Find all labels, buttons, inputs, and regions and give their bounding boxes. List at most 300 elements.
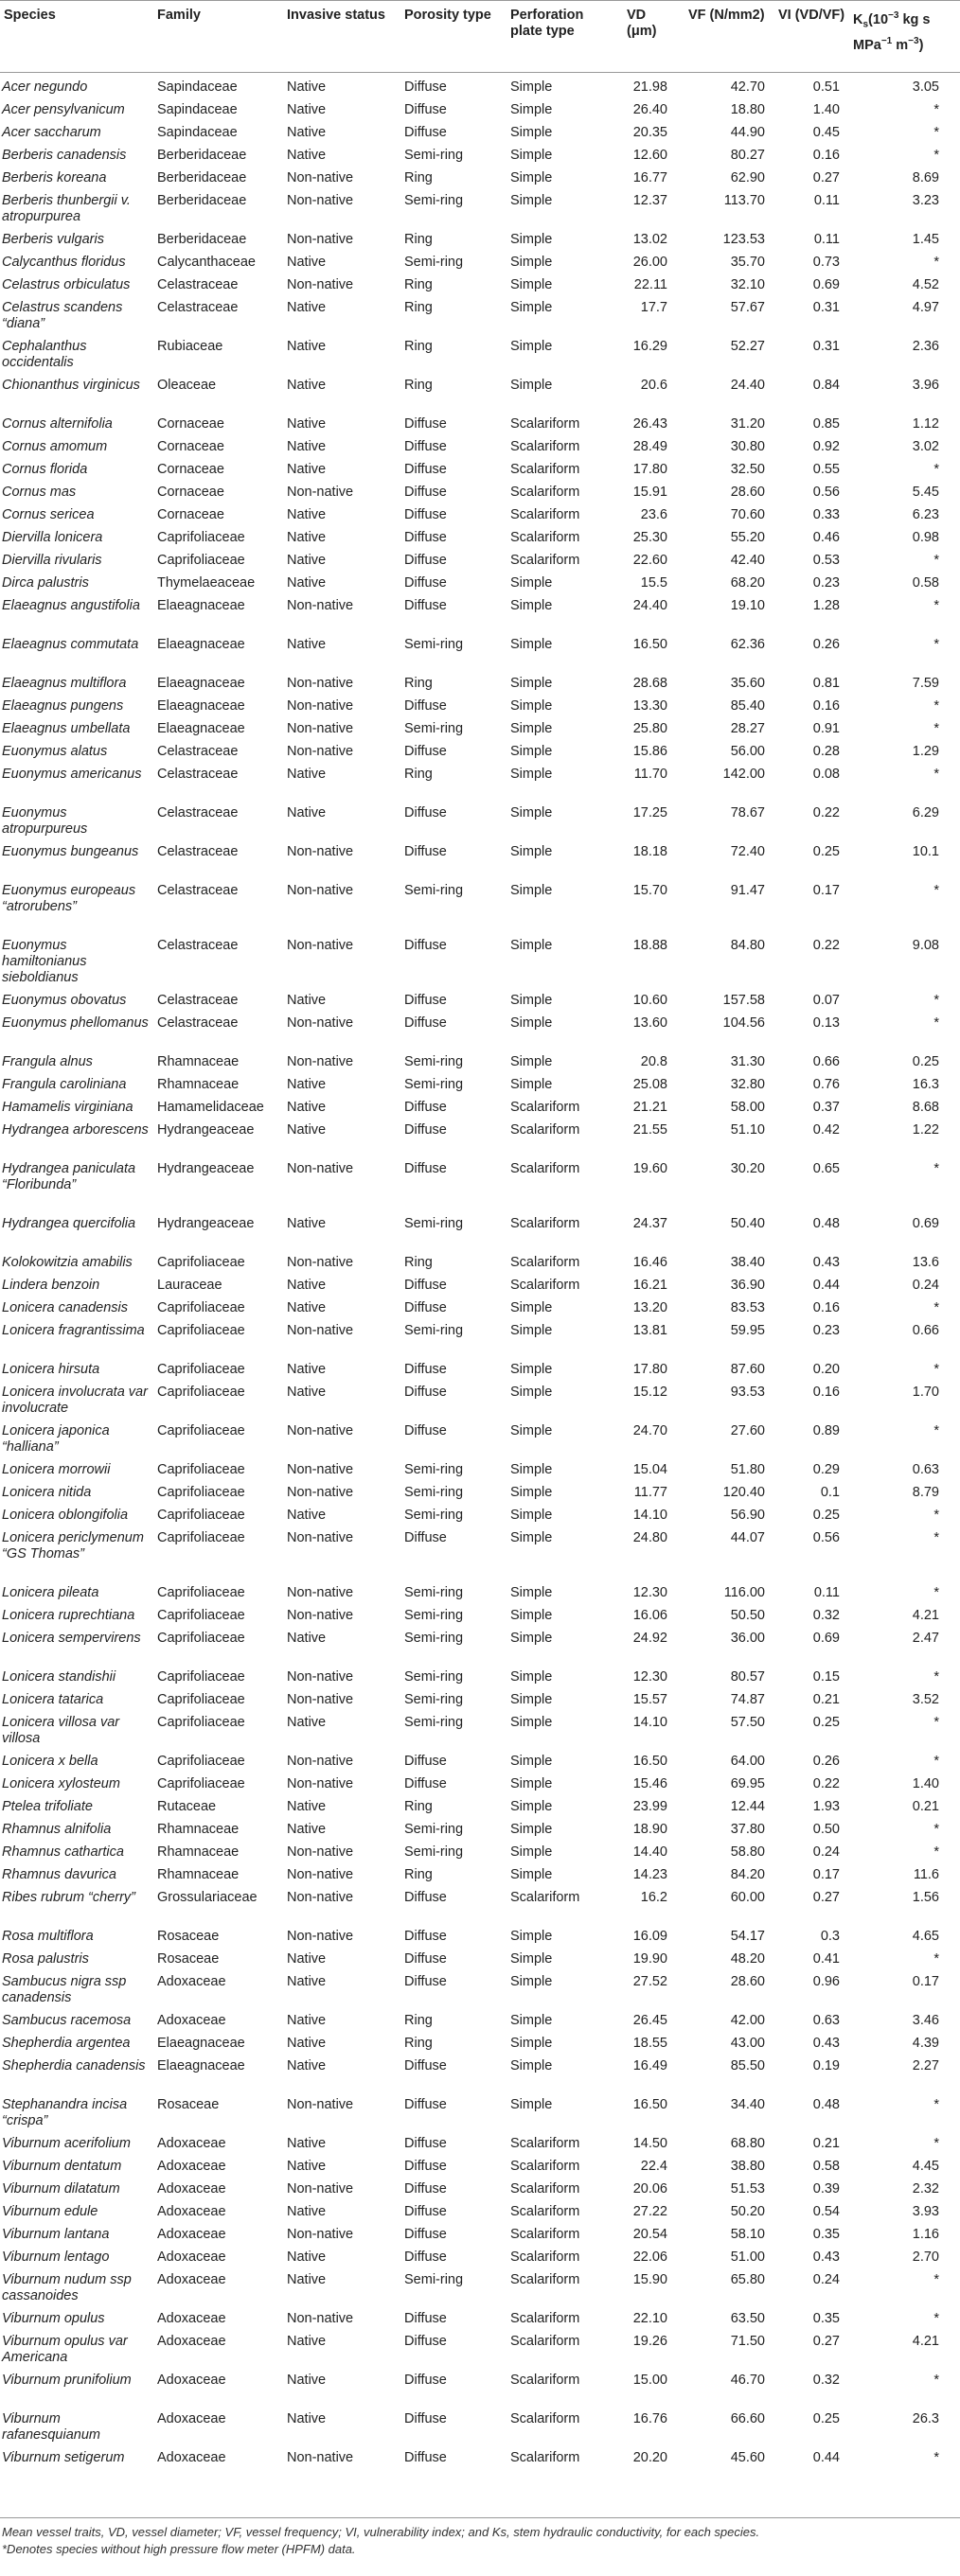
vd-cell: 14.23 (632, 1867, 667, 1882)
family-cell: Adoxaceae (157, 2450, 226, 2465)
table-row (0, 1747, 960, 1770)
vf-cell: 70.60 (730, 507, 765, 522)
perforation-plate-cell: Simple (510, 1929, 553, 1944)
family-cell: Caprifoliaceae (157, 1385, 245, 1400)
vd-cell: 14.10 (632, 1715, 667, 1730)
family-cell: Celastraceae (157, 767, 239, 782)
table-row (0, 164, 960, 186)
species-cell: Rosa palustris (2, 1951, 89, 1967)
ks-cell: 1.12 (912, 416, 939, 432)
table-row (0, 2052, 960, 2091)
vf-cell: 58.80 (730, 1844, 765, 1860)
family-cell: Adoxaceae (157, 1974, 226, 1989)
footnote-abbreviations: Mean vessel traits, VD, vessel diameter; VF, vessel frequency; VI, vulnerability index; and Ks, stem hydraulic conductivity, for each species. (2, 2525, 760, 2539)
porosity-type-cell: Diffuse (404, 1929, 447, 1944)
vi-cell: 0.16 (812, 698, 840, 714)
vi-cell: 0.22 (812, 1776, 840, 1791)
vi-cell: 0.23 (812, 1323, 840, 1338)
porosity-type-cell: Diffuse (404, 2450, 447, 2465)
family-cell: Berberidaceae (157, 193, 247, 208)
ks-cell: * (933, 2311, 939, 2326)
species-cell: Viburnum dilatatum (2, 2181, 120, 2197)
vd-cell: 22.10 (632, 2311, 667, 2326)
species-cell: Viburnum opulus var Americana (2, 2334, 128, 2365)
vi-cell: 1.28 (812, 598, 840, 613)
vi-cell: 0.3 (820, 1929, 840, 1944)
vd-cell: 17.80 (632, 462, 667, 477)
table-row (0, 1601, 960, 1624)
table-row (0, 1048, 960, 1070)
vf-cell: 50.20 (730, 2204, 765, 2219)
ks-cell: 11.6 (913, 1867, 939, 1882)
family-cell: Caprifoliaceae (157, 1462, 245, 1477)
ks-cell: 4.45 (912, 2159, 939, 2174)
porosity-type-cell: Diffuse (404, 2411, 447, 2426)
invasive-status-cell: Non-native (287, 1890, 354, 1905)
table-row (0, 1070, 960, 1093)
vd-cell: 15.46 (632, 1776, 667, 1791)
invasive-status-cell: Non-native (287, 1669, 354, 1685)
vd-cell: 16.50 (632, 637, 667, 652)
vi-cell: 0.15 (812, 1669, 840, 1685)
perforation-plate-cell: Scalariform (510, 507, 580, 522)
vd-cell: 24.92 (632, 1631, 667, 1646)
family-cell: Caprifoliaceae (157, 1585, 245, 1600)
species-cell: Viburnum acerifolium (2, 2136, 131, 2151)
table-row (0, 2327, 960, 2366)
porosity-type-cell: Semi-ring (404, 255, 464, 270)
species-cell: Lonicera fragrantissima (2, 1323, 145, 1338)
header-ks: $K_s(10^{-3}$ kg s MPa$^{-1}$ $m^{-3}$) (853, 10, 931, 53)
vi-cell: 0.24 (812, 1844, 840, 1860)
vf-cell: 38.40 (730, 1255, 765, 1270)
porosity-type-cell: Diffuse (404, 993, 447, 1008)
vi-cell: 0.53 (812, 553, 840, 568)
perforation-plate-cell: Simple (510, 1822, 553, 1837)
porosity-type-cell: Diffuse (404, 125, 447, 140)
ks-cell: * (933, 993, 939, 1008)
family-cell: Hydrangeaceae (157, 1122, 255, 1138)
species-cell: Calycanthus floridus (2, 255, 126, 270)
vi-cell: 0.23 (812, 575, 840, 591)
species-cell: Shepherdia argentea (2, 2036, 131, 2051)
vf-cell: 120.40 (722, 1485, 765, 1500)
family-cell: Caprifoliaceae (157, 1631, 245, 1646)
perforation-plate-cell: Simple (510, 2097, 553, 2112)
species-cell: Euonymus atropurpureus (2, 805, 88, 837)
ks-cell: 3.52 (912, 1692, 939, 1707)
vf-cell: 30.20 (730, 1161, 765, 1176)
porosity-type-cell: Semi-ring (404, 1462, 464, 1477)
footnote-asterisk: *Denotes species without high pressure flow meter (HPFM) data. (2, 2542, 356, 2556)
porosity-type-cell: Diffuse (404, 507, 447, 522)
table-row (0, 410, 960, 432)
vd-cell: 22.60 (632, 553, 667, 568)
vf-cell: 37.80 (730, 1822, 765, 1837)
vd-cell: 16.2 (640, 1890, 667, 1905)
header-species: Species (4, 8, 56, 23)
vf-cell: 80.57 (730, 1669, 765, 1685)
table-row (0, 1792, 960, 1815)
table-row (0, 118, 960, 141)
family-cell: Rosaceae (157, 2097, 220, 2112)
perforation-plate-cell: Simple (510, 1715, 553, 1730)
vf-cell: 32.10 (730, 277, 765, 292)
perforation-plate-cell: Scalariform (510, 1161, 580, 1176)
invasive-status-cell: Non-native (287, 676, 354, 691)
family-cell: Thymelaeaceae (157, 575, 256, 591)
vi-cell: 0.27 (812, 170, 840, 185)
family-cell: Celastraceae (157, 805, 239, 820)
family-cell: Adoxaceae (157, 2227, 226, 2242)
family-cell: Caprifoliaceae (157, 1715, 245, 1730)
perforation-plate-cell: Scalariform (510, 2450, 580, 2465)
vf-cell: 43.00 (730, 2036, 765, 2051)
vf-cell: 68.20 (730, 575, 765, 591)
family-cell: Rosaceae (157, 1951, 220, 1967)
header-porosity-type: Porosity type (404, 8, 491, 23)
species-cell: Viburnum nudum ssp cassanoides (2, 2272, 132, 2303)
vf-cell: 36.90 (730, 1278, 765, 1293)
perforation-plate-cell: Simple (510, 1300, 553, 1315)
porosity-type-cell: Diffuse (404, 844, 447, 859)
porosity-type-cell: Semi-ring (404, 721, 464, 736)
vd-cell: 20.06 (632, 2181, 667, 2197)
species-cell: Lindera benzoin (2, 1278, 100, 1293)
vi-cell: 0.51 (812, 79, 840, 95)
perforation-plate-cell: Scalariform (510, 2311, 580, 2326)
table-row (0, 1271, 960, 1294)
table-row (0, 1685, 960, 1708)
vf-cell: 54.17 (730, 1929, 765, 1944)
ks-cell: 5.45 (912, 485, 939, 500)
vf-cell: 78.67 (730, 805, 765, 820)
family-cell: Caprifoliaceae (157, 1508, 245, 1523)
invasive-status-cell: Non-native (287, 844, 354, 859)
vf-cell: 48.20 (730, 1951, 765, 1967)
porosity-type-cell: Diffuse (404, 1015, 447, 1031)
vi-cell: 0.91 (812, 721, 840, 736)
family-cell: Adoxaceae (157, 2204, 226, 2219)
invasive-status-cell: Non-native (287, 1015, 354, 1031)
family-cell: Rosaceae (157, 1929, 220, 1944)
perforation-plate-cell: Scalariform (510, 1278, 580, 1293)
invasive-status-cell: Non-native (287, 170, 354, 185)
porosity-type-cell: Diffuse (404, 2311, 447, 2326)
porosity-type-cell: Ring (404, 676, 433, 691)
vf-cell: 83.53 (730, 1300, 765, 1315)
species-cell: Lonicera x bella (2, 1754, 98, 1769)
vf-cell: 42.70 (730, 79, 765, 95)
invasive-status-cell: Native (287, 1385, 327, 1400)
vf-cell: 157.58 (722, 993, 765, 1008)
vd-cell: 25.80 (632, 721, 667, 736)
porosity-type-cell: Ring (404, 2013, 433, 2028)
vi-cell: 0.21 (812, 1692, 840, 1707)
table-row (0, 1501, 960, 1524)
vi-cell: 0.1 (820, 1485, 840, 1500)
perforation-plate-cell: Simple (510, 277, 553, 292)
vf-cell: 63.50 (730, 2311, 765, 2326)
perforation-plate-cell: Scalariform (510, 416, 580, 432)
porosity-type-cell: Diffuse (404, 1385, 447, 1400)
species-cell: Elaeagnus commutata (2, 637, 139, 652)
perforation-plate-cell: Simple (510, 148, 553, 163)
vf-cell: 28.27 (730, 721, 765, 736)
table-row (0, 1294, 960, 1316)
vi-cell: 0.50 (812, 1822, 840, 1837)
invasive-status-cell: Native (287, 1508, 327, 1523)
vf-cell: 68.80 (730, 2136, 765, 2151)
porosity-type-cell: Diffuse (404, 1362, 447, 1377)
species-cell: Cornus amomum (2, 439, 108, 454)
table-row (0, 1708, 960, 1747)
porosity-type-cell: Diffuse (404, 1423, 447, 1438)
perforation-plate-cell: Simple (510, 170, 553, 185)
invasive-status-cell: Non-native (287, 2097, 354, 2112)
ks-cell: 2.70 (912, 2250, 939, 2265)
species-cell: Viburnum edule (2, 2204, 98, 2219)
species-cell: Diervilla rivularis (2, 553, 102, 568)
vf-cell: 50.50 (730, 1608, 765, 1623)
ks-cell: * (933, 255, 939, 270)
family-cell: Celastraceae (157, 993, 239, 1008)
perforation-plate-cell: Scalariform (510, 1100, 580, 1115)
vf-cell: 51.10 (730, 1122, 765, 1138)
perforation-plate-cell: Simple (510, 378, 553, 393)
perforation-plate-cell: Simple (510, 1844, 553, 1860)
ks-cell: * (933, 1822, 939, 1837)
table-row (0, 2091, 960, 2129)
family-cell: Celastraceae (157, 883, 239, 898)
perforation-plate-cell: Simple (510, 676, 553, 691)
porosity-type-cell: Diffuse (404, 575, 447, 591)
table-row (0, 1417, 960, 1456)
ks-cell: * (933, 1508, 939, 1523)
vf-cell: 142.00 (722, 767, 765, 782)
perforation-plate-cell: Simple (510, 844, 553, 859)
perforation-plate-cell: Simple (510, 232, 553, 247)
family-cell: Adoxaceae (157, 2250, 226, 2265)
invasive-status-cell: Non-native (287, 1844, 354, 1860)
porosity-type-cell: Ring (404, 378, 433, 393)
family-cell: Elaeagnaceae (157, 721, 245, 736)
perforation-plate-cell: Simple (510, 1754, 553, 1769)
vi-cell: 1.93 (812, 1799, 840, 1814)
invasive-status-cell: Native (287, 1077, 327, 1092)
invasive-status-cell: Native (287, 2159, 327, 2174)
invasive-status-cell: Native (287, 1951, 327, 1967)
vd-cell: 27.52 (632, 1974, 667, 1989)
invasive-status-cell: Native (287, 2272, 327, 2287)
vd-cell: 18.55 (632, 2036, 667, 2051)
vd-cell: 15.86 (632, 744, 667, 759)
ks-cell: 10.1 (912, 844, 939, 859)
porosity-type-cell: Semi-ring (404, 148, 464, 163)
vd-cell: 16.49 (632, 2058, 667, 2073)
vi-cell: 0.65 (812, 1161, 840, 1176)
ks-cell: 6.23 (912, 507, 939, 522)
ks-cell: 8.68 (912, 1100, 939, 1115)
ks-cell: 4.52 (912, 277, 939, 292)
perforation-plate-cell: Simple (510, 1385, 553, 1400)
invasive-status-cell: Non-native (287, 485, 354, 500)
vd-cell: 28.49 (632, 439, 667, 454)
vd-cell: 16.50 (632, 1754, 667, 1769)
vf-cell: 27.60 (730, 1423, 765, 1438)
perforation-plate-cell: Simple (510, 255, 553, 270)
species-cell: Cornus sericea (2, 507, 95, 522)
species-cell: Lonicera canadensis (2, 1300, 129, 1315)
vi-cell: 0.13 (812, 1015, 840, 1031)
vi-cell: 0.76 (812, 1077, 840, 1092)
perforation-plate-cell: Scalariform (510, 1216, 580, 1231)
table-row (0, 2266, 960, 2304)
family-cell: Rhamnaceae (157, 1844, 240, 1860)
perforation-plate-cell: Simple (510, 79, 553, 95)
vd-cell: 16.21 (632, 1278, 667, 1293)
porosity-type-cell: Diffuse (404, 79, 447, 95)
species-cell: Cornus florida (2, 462, 88, 477)
vf-cell: 62.36 (730, 637, 765, 652)
perforation-plate-cell: Simple (510, 193, 553, 208)
perforation-plate-cell: Scalariform (510, 462, 580, 477)
porosity-type-cell: Semi-ring (404, 1585, 464, 1600)
family-cell: Caprifoliaceae (157, 1300, 245, 1315)
ks-cell: 8.79 (912, 1485, 939, 1500)
vf-cell: 64.00 (730, 1754, 765, 1769)
porosity-type-cell: Diffuse (404, 485, 447, 500)
table-row (0, 2304, 960, 2327)
family-cell: Elaeagnaceae (157, 2036, 245, 2051)
perforation-plate-cell: Simple (510, 1077, 553, 1092)
table-row (0, 2197, 960, 2220)
invasive-status-cell: Non-native (287, 698, 354, 714)
porosity-type-cell: Diffuse (404, 1754, 447, 1769)
vi-cell: 0.32 (812, 2373, 840, 2388)
perforation-plate-cell: Simple (510, 300, 553, 315)
family-cell: Caprifoliaceae (157, 1530, 245, 1545)
table-row (0, 1945, 960, 1967)
perforation-plate-cell: Scalariform (510, 530, 580, 545)
ks-cell: 3.96 (912, 378, 939, 393)
perforation-plate-cell: Simple (510, 1054, 553, 1069)
vi-cell: 0.89 (812, 1423, 840, 1438)
vi-cell: 0.24 (812, 2272, 840, 2287)
table-row (0, 1209, 960, 1248)
vf-cell: 34.40 (730, 2097, 765, 2112)
perforation-plate-cell: Scalariform (510, 2159, 580, 2174)
invasive-status-cell: Native (287, 462, 327, 477)
porosity-type-cell: Diffuse (404, 1300, 447, 1315)
vi-cell: 0.33 (812, 507, 840, 522)
vd-cell: 16.77 (632, 170, 667, 185)
perforation-plate-cell: Simple (510, 1530, 553, 1545)
vi-cell: 0.16 (812, 148, 840, 163)
porosity-type-cell: Semi-ring (404, 1508, 464, 1523)
porosity-type-cell: Diffuse (404, 744, 447, 759)
species-cell: Celastrus scandens “diana” (2, 300, 123, 331)
invasive-status-cell: Native (287, 993, 327, 1008)
ks-cell: 3.23 (912, 193, 939, 208)
table-row (0, 569, 960, 591)
vf-cell: 51.00 (730, 2250, 765, 2265)
porosity-type-cell: Ring (404, 767, 433, 782)
vi-cell: 0.16 (812, 1385, 840, 1400)
porosity-type-cell: Diffuse (404, 416, 447, 432)
family-cell: Caprifoliaceae (157, 1423, 245, 1438)
family-cell: Caprifoliaceae (157, 1608, 245, 1623)
invasive-status-cell: Non-native (287, 2181, 354, 2197)
vd-cell: 24.80 (632, 1530, 667, 1545)
invasive-status-cell: Native (287, 1715, 327, 1730)
species-cell: Lonicera villosa var villosa (2, 1715, 120, 1746)
invasive-status-cell: Native (287, 148, 327, 163)
vf-cell: 28.60 (730, 485, 765, 500)
vi-cell: 0.46 (812, 530, 840, 545)
invasive-status-cell: Native (287, 439, 327, 454)
species-cell: Elaeagnus pungens (2, 698, 124, 714)
ks-cell: 0.69 (912, 1216, 939, 1231)
vi-cell: 0.85 (812, 416, 840, 432)
ks-cell: 1.56 (912, 1890, 939, 1905)
ks-cell: * (933, 1715, 939, 1730)
invasive-status-cell: Non-native (287, 598, 354, 613)
ks-cell: 16.3 (912, 1077, 939, 1092)
vf-cell: 31.30 (730, 1054, 765, 1069)
vi-cell: 0.07 (812, 993, 840, 1008)
ks-cell: * (933, 2450, 939, 2465)
porosity-type-cell: Diffuse (404, 1890, 447, 1905)
invasive-status-cell: Non-native (287, 193, 354, 208)
family-cell: Elaeagnaceae (157, 2058, 245, 2073)
species-cell: Lonicera hirsuta (2, 1362, 100, 1377)
vd-cell: 26.00 (632, 255, 667, 270)
header-vd: VD (μm) (627, 8, 657, 39)
family-cell: Caprifoliaceae (157, 553, 245, 568)
vd-cell: 18.18 (632, 844, 667, 859)
species-cell: Lonicera sempervirens (2, 1631, 141, 1646)
perforation-plate-cell: Scalariform (510, 2272, 580, 2287)
vi-cell: 0.25 (812, 1508, 840, 1523)
vi-cell: 0.43 (812, 1255, 840, 1270)
vd-cell: 20.54 (632, 2227, 667, 2242)
vd-cell: 23.99 (632, 1799, 667, 1814)
perforation-plate-cell: Scalariform (510, 2411, 580, 2426)
family-cell: Elaeagnaceae (157, 598, 245, 613)
porosity-type-cell: Diffuse (404, 805, 447, 820)
porosity-type-cell: Diffuse (404, 102, 447, 117)
vf-cell: 19.10 (730, 598, 765, 613)
invasive-status-cell: Native (287, 2334, 327, 2349)
porosity-type-cell: Semi-ring (404, 1216, 464, 1231)
invasive-status-cell: Native (287, 2136, 327, 2151)
vd-cell: 25.30 (632, 530, 667, 545)
table-row (0, 1316, 960, 1355)
species-cell: Lonicera oblongifolia (2, 1508, 129, 1523)
family-cell: Caprifoliaceae (157, 1692, 245, 1707)
species-cell: Frangula alnus (2, 1054, 93, 1069)
vd-cell: 15.91 (632, 485, 667, 500)
invasive-status-cell: Non-native (287, 1161, 354, 1176)
family-cell: Elaeagnaceae (157, 637, 245, 652)
ks-cell: * (933, 883, 939, 898)
table-row (0, 715, 960, 737)
vf-cell: 58.10 (730, 2227, 765, 2242)
family-cell: Rhamnaceae (157, 1867, 240, 1882)
vi-cell: 1.40 (812, 102, 840, 117)
vd-cell: 18.90 (632, 1822, 667, 1837)
